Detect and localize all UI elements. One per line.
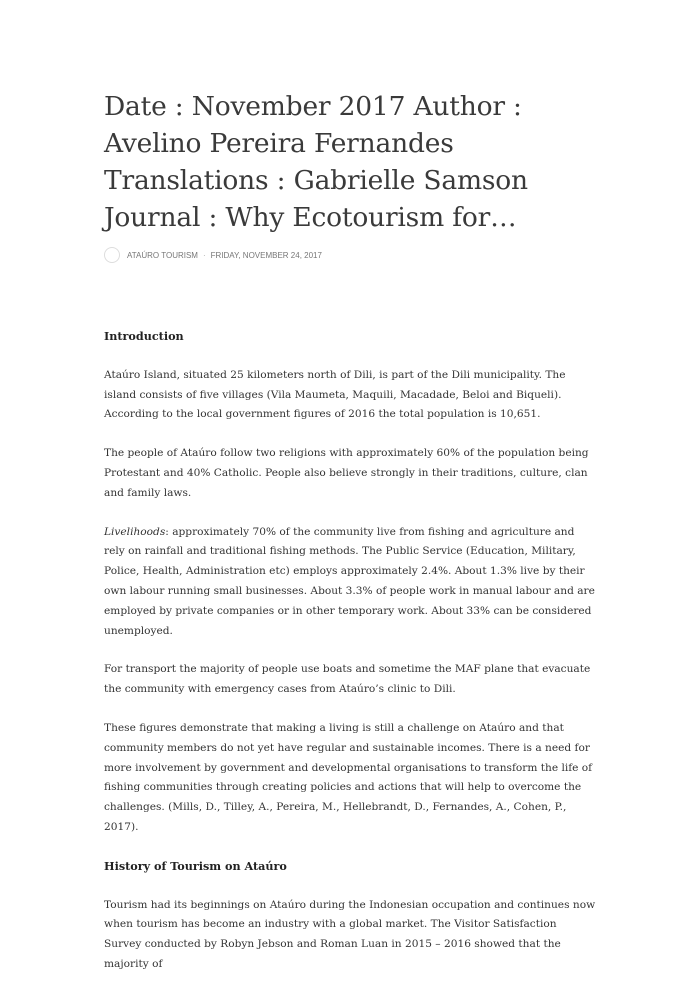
post-meta	[104, 246, 596, 264]
meta-separator: ·	[202, 250, 206, 260]
section-heading-introduction: Introduction	[104, 329, 184, 343]
section-heading-history: History of Tourism on Ataúro	[104, 858, 287, 873]
author-avatar[interactable]	[104, 247, 120, 263]
livelihoods-label: Livelihoods	[104, 525, 166, 538]
paragraph-livelihoods	[104, 523, 596, 642]
blog-post	[104, 88, 596, 994]
paragraph-challenges: These figures demonstrate that making a living is still a challenge on Ataúro and that community members do not yet have regular and sustainable incomes. There is a need for more involvement by government and developmental organisations to transform the life of fishing communities through creating policies and actions that will help to overcome the challenges. (Mills, D., Tilley, A., Pereira, M., Hellebrandt, D., Fernandes, A., Cohen, P., 2017).	[104, 721, 593, 833]
paragraph-location: Ataúro Island, situated 25 kilometers north of Dili, is part of the Dili municipality. The island consists of five villages (Vila Maumeta, Maquili, Macadade, Beloi and Biqueli). According to the local government figures of 2016 the total population is 10,651.	[104, 368, 566, 421]
post-date: FRIDAY, NOVEMBER 24, 2017	[210, 250, 322, 260]
paragraph-religion: The people of Ataúro follow two religions with approximately 60% of the population being Protestant and 40% Catholic. People also believe strongly in their traditions, culture, clan and family laws.	[104, 447, 589, 499]
livelihoods-text: : approximately 70% of the community live from fishing and agriculture and rely on rainfall and traditional fishing methods. The Public Service (Education, Military, Police, Health, Administration etc) employs approximately 2.4%. About 1.3% live by their own labour running small businesses. About 3.3% of people work in manual labour and are employed by private companies or in other temporary work. About 33% can be considered unemployed.	[104, 525, 595, 637]
author-link[interactable]: ATAÚRO TOURISM	[127, 250, 198, 260]
post-content	[104, 327, 596, 975]
paragraph-history: Tourism had its beginnings on Ataúro during the Indonesian occupation and continues now when tourism has become an industry with a global market. The Visitor Satisfaction Survey conducted by Robyn Jebson and Roman Luan in 2015 – 2016 showed that the majority of	[104, 898, 596, 970]
post-title: Date : November 2017 Author : Avelino Pereira Fernandes Translations : Gabrielle Samson Journal : Why Ecotourism for…	[104, 91, 528, 233]
paragraph-transport: For transport the majority of people use boats and sometime the MAF plane that evacuate the community with emergency cases from Ataúro’s clinic to Dili.	[104, 663, 591, 696]
